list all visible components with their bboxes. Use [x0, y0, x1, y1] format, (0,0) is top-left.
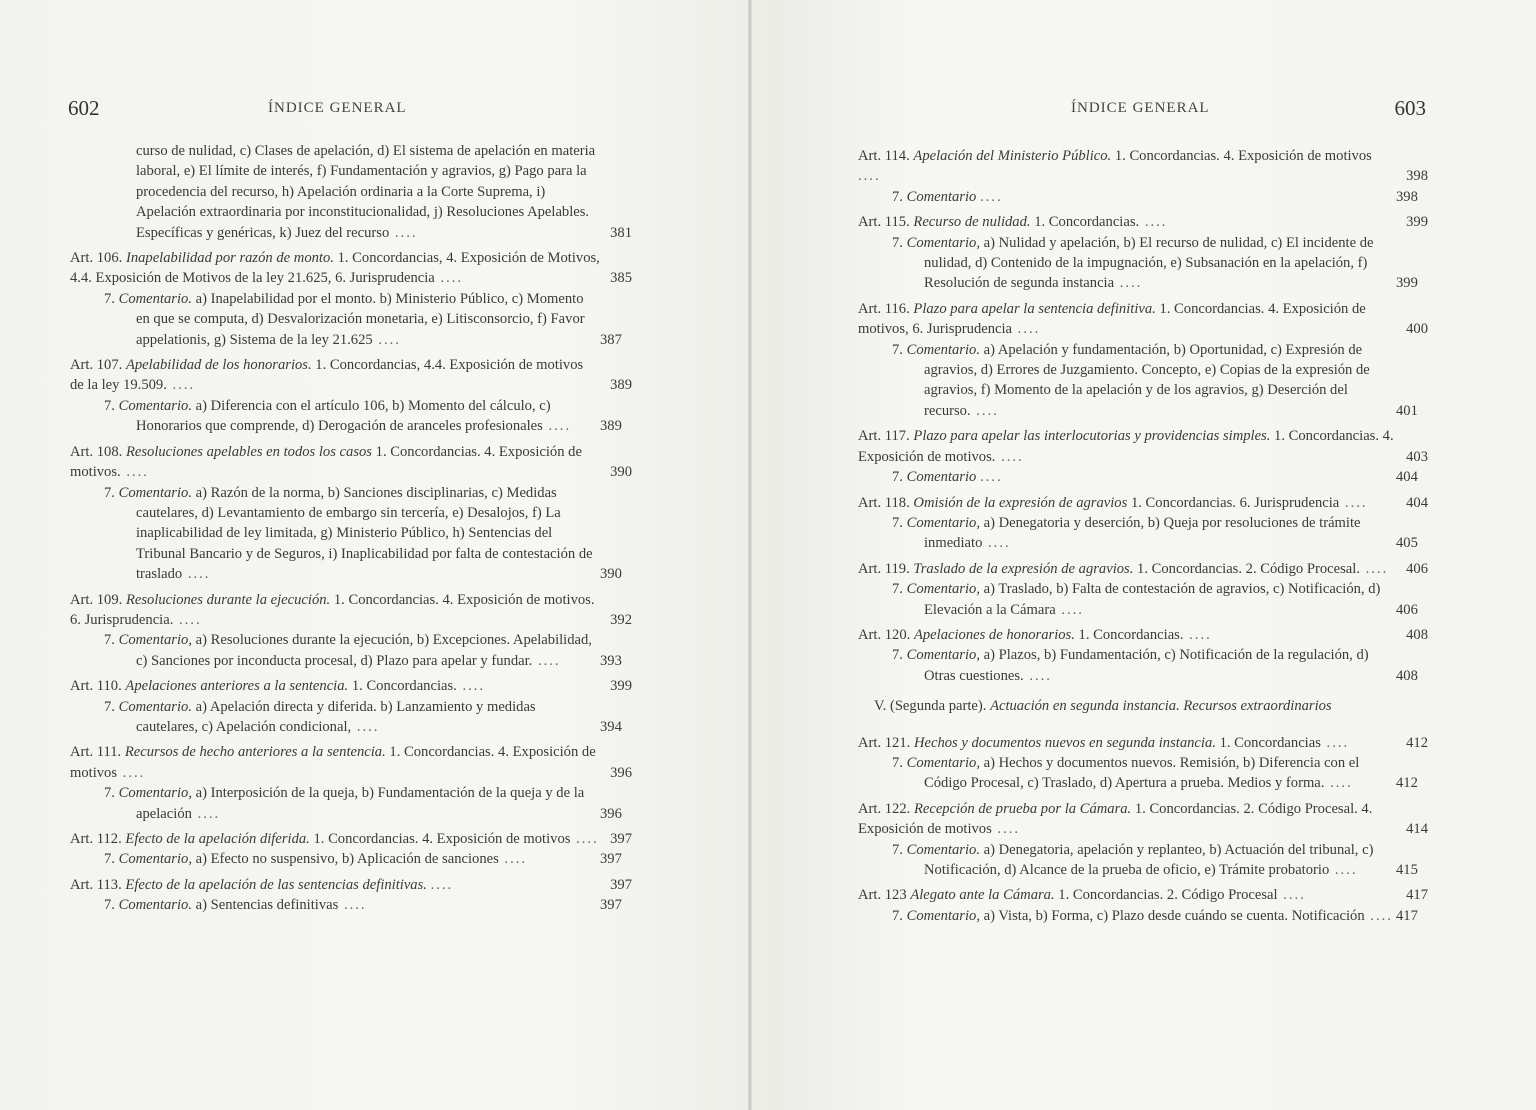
- dot-leader: ....: [1023, 667, 1052, 684]
- entry-text: 1. Concordancias. 2. Código Procesal. 4. Exposición de motivos: [858, 800, 1373, 838]
- sub-number: 7.: [892, 647, 903, 664]
- entry-text: 1. Concordancias. 4. Exposición de motivos.: [70, 443, 582, 481]
- comment-line: 7. Comentario, a) Plazos, b) Fundamentación, c) Notificación de la regulación, d) Otras cuestiones. .... 408: [892, 647, 1418, 684]
- entry-text: 1. Concordancias, 4. Exposición de Motivos, 4.4. Exposición de Motivos de la ley 21.625, 6. Jurisprudencia: [70, 250, 600, 287]
- index-entry: [858, 493, 1426, 554]
- sub-text: a) Interposición de la queja, b) Fundamentación de la queja y de la apelación: [136, 785, 585, 822]
- sub-text: a) Denegatoria y deserción, b) Queja por resoluciones de trámite inmediato: [924, 514, 1361, 552]
- comment-line: 7. Comentario .... 398: [892, 188, 1418, 205]
- section-heading: [858, 696, 1426, 716]
- dot-leader: ....: [1055, 601, 1084, 618]
- article-number: Art. 107.: [70, 357, 123, 374]
- article-title: Traslado de la expresión de agravios.: [913, 560, 1134, 577]
- sub-label: Comentario,: [906, 581, 980, 598]
- article-title: Recepción de prueba por la Cámara.: [913, 800, 1132, 817]
- comment-line: 7. Comentario. a) Razón de la norma, b) Sanciones disciplinarias, c) Medidas cautelares, d) Levantamiento de embargo sin tercería, e) Desalojos, f) La inaplicabilidad de ley limitada, g) Ministerio Público, h) Sentencias del Tribunal Bancario y de Seguros, i) Inaplicabilidad por falta de contestación de traslado .... 390: [104, 484, 622, 583]
- dot-leader: ....: [430, 876, 454, 893]
- sub-label: Comentario: [906, 188, 977, 205]
- entry-text: 1. Concordancias. 6. Jurisprudencia: [1130, 494, 1340, 511]
- sub-label: Comentario,: [118, 632, 192, 649]
- entry-line: [858, 146, 1426, 187]
- sub-label: Comentario: [906, 469, 977, 486]
- article-number: Art. 109.: [70, 591, 123, 608]
- article-title: Plazo para apelar las interlocutorias y providencias simples.: [913, 428, 1271, 445]
- article-number: Art. 114.: [858, 148, 910, 164]
- entry-line: [70, 875, 630, 895]
- page-reference: 397: [610, 876, 632, 893]
- index-entry: [70, 676, 630, 737]
- article-title: Inapelabilidad por razón de monto.: [125, 250, 334, 267]
- comment-line: 7. Comentario .... 404: [892, 469, 1418, 486]
- entry-line: [70, 676, 630, 696]
- sub-number: 7.: [104, 632, 115, 649]
- sub-label: Comentario.: [118, 897, 192, 914]
- index-column: [858, 146, 1426, 931]
- article-number: Art. 115.: [858, 214, 910, 231]
- entry-line: [70, 829, 630, 849]
- dot-leader: ....: [995, 448, 1024, 465]
- entry-line: [70, 355, 630, 396]
- sub-number: 7.: [892, 907, 903, 924]
- entry-text: 1. Concordancias.: [1034, 214, 1140, 231]
- page-reference: 396: [610, 764, 632, 781]
- entry-text: 1. Concordancias. 2. Código Procesal: [1058, 887, 1278, 904]
- dot-leader: ....: [338, 897, 367, 914]
- index-entry: [70, 141, 630, 243]
- index-entry: [858, 625, 1426, 686]
- dot-leader: ....: [120, 464, 149, 481]
- entry-text: 1. Concordancias, 4.4. Exposición de motivos de la ley 19.509.: [70, 357, 584, 394]
- right-page: [768, 0, 1536, 1110]
- dot-leader: ....: [980, 188, 1003, 205]
- comment-line: 7. Comentario. a) Sentencias definitivas .... 397: [104, 897, 622, 914]
- dot-leader: ....: [389, 224, 418, 241]
- comment-line: 7. Comentario, a) Denegatoria y deserción, b) Queja por resoluciones de trámite inmediato .... 405: [892, 514, 1418, 552]
- index-entry: [70, 742, 630, 824]
- comment-line: 7. Comentario. a) Apelación y fundamentación, b) Oportunidad, c) Expresión de agravios, d) Errores de Juzgamiento. Concepto, e) Copias de la expresión de agravios, f) Momento de la apelación y de los agravios, g) Deserción del recurso. .... 401: [892, 341, 1418, 419]
- page-reference: 397: [610, 831, 632, 847]
- index-entry: [70, 442, 630, 585]
- dot-leader: ....: [434, 270, 464, 287]
- entry-line: [136, 141, 630, 243]
- sub-text: a) Apelación directa y diferida. b) Lanzamiento y medidas cautelares, c) Apelación condicional,: [136, 698, 536, 735]
- sub-number: 7.: [892, 581, 903, 598]
- sub-number: 7.: [104, 484, 115, 501]
- dot-leader: ....: [570, 831, 599, 847]
- comment-line: 7. Comentario. a) Inapelabilidad por el monto. b) Ministerio Público, c) Momento en que se computa, d) Desvalorización monetaria, e) Litisconsorcio, f) Favor appelationis, g) Sistema de la ley 21.625 .... 387: [104, 290, 622, 348]
- sub-text: a) Inapelabilidad por el monto. b) Ministerio Público, c) Momento en que se computa, d) Desvalorización monetaria, e) Litisconsorcio, f) Favor appelationis, g) Sistema de la ley 21.625: [136, 290, 585, 348]
- sub-number: 7.: [104, 698, 115, 715]
- article-number: Art. 119.: [858, 560, 910, 577]
- comment-line: 7. Comentario, a) Resoluciones durante la ejecución, b) Excepciones. Apelabilidad, c) Sanciones por inconducta procesal, d) Plazo para apelar y fundar. .... 393: [104, 632, 622, 669]
- index-entry: [858, 426, 1426, 487]
- entry-text: 1. Concordancias. 2. Código Procesal.: [1137, 560, 1360, 577]
- article-title: Resoluciones apelables en todos los casos: [125, 443, 372, 460]
- page-reference: 390: [610, 464, 632, 481]
- page-number: 603: [1394, 96, 1426, 120]
- entry-line: [858, 733, 1426, 753]
- article-title: Apelaciones anteriores a la sentencia.: [125, 678, 349, 695]
- sub-label: Comentario,: [118, 851, 192, 868]
- dot-leader: ....: [1359, 560, 1389, 577]
- entry-text: 1. Concordancias. 4. Exposición de motivos.: [858, 428, 1394, 465]
- sub-label: Comentario.: [118, 698, 192, 715]
- entry-line: [858, 212, 1426, 232]
- entry-text: curso de nulidad, c) Clases de apelación, d) El sistema de apelación en materia laboral, e) El límite de interés, f) Fundamentación y agravios, g) Pago para la procedencia del recurso, h) Apelación ordinaria a la Corte Suprema, i) Apelación extraordinaria por inconstitucionalidad, j) Resoluciones Apelables. Específicas y genéricas, k) Juez del recurso: [136, 143, 596, 241]
- sub-label: Comentario,: [118, 785, 192, 802]
- article-number: Art. 122.: [858, 800, 911, 817]
- article-title: Apelabilidad de los honorarios.: [125, 357, 312, 374]
- sub-number: 7.: [104, 290, 115, 307]
- index-entry: [858, 733, 1426, 794]
- entry-text: 1. Concordancias. 4. Exposición de motivos, 6. Jurisprudencia: [858, 300, 1366, 338]
- article-title: Efecto de la apelación de las sentencias definitivas.: [125, 876, 427, 893]
- entry-line: [70, 590, 630, 631]
- dot-leader: ....: [1320, 734, 1350, 751]
- sub-label: Comentario,: [906, 234, 980, 251]
- sub-number: 7.: [892, 234, 903, 251]
- dot-leader: ....: [191, 805, 221, 822]
- dot-leader: ....: [1114, 275, 1143, 292]
- entry-line: [858, 625, 1426, 645]
- entry-line: [858, 493, 1426, 513]
- sub-text: a) Hechos y documentos nuevos. Remisión, b) Diferencia con el Código Procesal, c) Traslado, d) Apertura a prueba. Medios y forma.: [924, 754, 1360, 792]
- entry-text: 1. Concordancias: [1219, 734, 1321, 751]
- entry-text: 1. Concordancias. 4. Exposición de motivos. 6. Jurisprudencia.: [70, 591, 595, 628]
- sub-label: Comentario,: [906, 907, 980, 924]
- dot-leader: ....: [1012, 321, 1041, 338]
- comment-line: 7. Comentario. a) Denegatoria, apelación y replanteo, b) Actuación del tribunal, c) Notificación, d) Alcance de la prueba de oficio, e) Trámite probatorio .... 415: [892, 841, 1418, 878]
- index-entry: [858, 146, 1426, 207]
- sub-label: Comentario,: [906, 514, 980, 531]
- sub-label: Comentario,: [906, 754, 980, 771]
- index-entry: [70, 355, 630, 437]
- comment-line: 7. Comentario. a) Diferencia con el artículo 106, b) Momento del cálculo, c) Honorarios que comprende, d) Derogación de aranceles profesionales .... 389: [104, 397, 622, 435]
- dot-leader: ....: [351, 718, 380, 735]
- article-title: Alegato ante la Cámara.: [910, 887, 1055, 904]
- article-number: Art. 118.: [858, 494, 910, 511]
- article-number: Art. 108.: [70, 443, 123, 460]
- article-number: Art. 116.: [858, 300, 910, 317]
- index-entry: [858, 885, 1426, 926]
- sub-text: a) Vista, b) Forma, c) Plazo desde cuándo se cuenta. Notificación: [983, 907, 1365, 924]
- article-number: Art. 111.: [70, 744, 122, 761]
- sub-number: 7.: [104, 897, 115, 914]
- article-title: Plazo para apelar la sentencia definitiva.: [913, 300, 1156, 317]
- comment-line: 7. Comentario, a) Hechos y documentos nuevos. Remisión, b) Diferencia con el Código Procesal, c) Traslado, d) Apertura a prueba. Medios y forma. .... 412: [892, 754, 1418, 792]
- entry-line: [70, 442, 630, 483]
- page-reference: 406: [1406, 560, 1428, 577]
- sub-text: a) Razón de la norma, b) Sanciones disciplinarias, c) Medidas cautelares, d) Levantamiento de embargo sin tercería, e) Desalojos, f) La inaplicabilidad de ley limitada, g) Ministerio Público, h) Sentencias del Tribunal Bancario y de Seguros, i) Inaplicabilidad por falta de contestación de traslado: [136, 484, 593, 583]
- article-number: Art. 106.: [70, 250, 123, 267]
- page-reference: 389: [610, 377, 632, 394]
- entry-text: 1. Concordancias. 4. Exposición de motivos: [70, 744, 596, 781]
- sub-number: 7.: [892, 754, 903, 771]
- page-reference: 392: [610, 611, 632, 628]
- dot-leader: ....: [542, 418, 572, 435]
- dot-leader: ....: [166, 377, 196, 394]
- article-title: Apelaciones de honorarios.: [913, 626, 1075, 643]
- page-number: 602: [68, 96, 100, 120]
- dot-leader: ....: [858, 168, 881, 185]
- dot-leader: ....: [1339, 494, 1368, 511]
- article-title: Efecto de la apelación diferida.: [125, 831, 310, 847]
- article-title: Recursos de hecho anteriores a la sentencia.: [124, 744, 386, 761]
- entry-line: [70, 248, 630, 289]
- page-reference: 399: [610, 678, 632, 695]
- comment-line: 7. Comentario, a) Traslado, b) Falta de contestación de agravios, c) Notificación, d) Elevación a la Cámara .... 406: [892, 581, 1418, 618]
- article-number: Art. 112.: [70, 831, 122, 847]
- sub-text: a) Traslado, b) Falta de contestación de agravios, c) Notificación, d) Elevación a la Cámara: [924, 581, 1381, 618]
- dot-leader: ....: [1277, 887, 1306, 904]
- sub-number: 7.: [892, 188, 903, 205]
- article-title: Apelación del Ministerio Público.: [913, 148, 1112, 164]
- sub-number: 7.: [892, 469, 903, 486]
- article-title: Resoluciones durante la ejecución.: [125, 591, 331, 608]
- article-number: Art. 121.: [858, 734, 911, 751]
- page-reference: 404: [1406, 494, 1428, 511]
- sub-number: 7.: [892, 341, 903, 358]
- article-title: Omisión de la expresión de agravios: [913, 494, 1128, 511]
- dot-leader: ....: [173, 611, 202, 628]
- running-head: ÍNDICE GENERAL: [268, 100, 407, 116]
- article-title: Hechos y documentos nuevos en segunda instancia.: [913, 734, 1216, 751]
- sub-text: a) Nulidad y apelación, b) El recurso de nulidad, c) El incidente de nulidad, d) Contenido de la impugnación, e) Subsanación en la apelación, f) Resolución de segunda instancia: [924, 234, 1374, 292]
- gutter-shadow: [748, 0, 752, 1110]
- index-entry: [70, 829, 630, 870]
- page-reference: 403: [1406, 448, 1428, 465]
- sub-text: a) Resoluciones durante la ejecución, b) Excepciones. Apelabilidad, c) Sanciones por inconducta procesal, d) Plazo para apelar y fundar.: [136, 632, 592, 669]
- sub-label: Comentario.: [118, 290, 192, 307]
- dot-leader: ....: [456, 678, 486, 695]
- dot-leader: ....: [532, 652, 561, 669]
- sub-label: Comentario.: [906, 341, 980, 358]
- comment-line: 7. Comentario. a) Apelación directa y diferida. b) Lanzamiento y medidas cautelares, c) Apelación condicional, .... 394: [104, 698, 622, 735]
- entry-line: [858, 799, 1426, 840]
- index-column: [70, 141, 630, 921]
- comment-line: 7. Comentario, a) Nulidad y apelación, b) El recurso de nulidad, c) El incidente de nulidad, d) Contenido de la impugnación, e) Subsanación en la apelación, f) Resolución de segunda instancia .... 399: [892, 234, 1418, 292]
- sub-text: a) Denegatoria, apelación y replanteo, b) Actuación del tribunal, c) Notificación, d) Alcance de la prueba de oficio, e) Trámite probatorio: [924, 841, 1374, 878]
- index-entry: [70, 875, 630, 916]
- article-title: Recurso de nulidad.: [913, 214, 1031, 231]
- sub-label: Comentario.: [118, 484, 192, 501]
- index-entry: [70, 590, 630, 672]
- page-reference: 400: [1406, 321, 1428, 338]
- dot-leader: ....: [1324, 775, 1353, 792]
- dot-leader: ....: [982, 535, 1011, 552]
- sub-text: a) Apelación y fundamentación, b) Oportunidad, c) Expresión de agravios, d) Errores de Juzgamiento. Concepto, e) Copias de la expresión de agravios, f) Momento de la apelación y de los agravios, g) Deserción del recurso.: [924, 341, 1370, 419]
- dot-leader: ....: [182, 566, 211, 583]
- entry-line: [858, 559, 1426, 579]
- sub-text: a) Efecto no suspensivo, b) Aplicación de sanciones: [195, 851, 499, 868]
- sub-number: 7.: [104, 785, 115, 802]
- entry-line: [858, 426, 1426, 467]
- page-reference: 414: [1406, 821, 1428, 838]
- page-reference: 399: [1406, 214, 1428, 231]
- dot-leader: ....: [1364, 907, 1393, 924]
- comment-line: 7. Comentario, a) Efecto no suspensivo, b) Aplicación de sanciones .... 397: [104, 851, 622, 868]
- sub-number: 7.: [892, 514, 903, 531]
- article-number: Art. 117.: [858, 428, 910, 445]
- index-entry: [858, 299, 1426, 421]
- sub-number: 7.: [104, 397, 115, 414]
- page-reference: 381: [610, 224, 632, 241]
- dot-leader: ....: [1329, 862, 1358, 878]
- article-number: Art. 123: [858, 887, 907, 904]
- running-head: ÍNDICE GENERAL: [1071, 100, 1210, 116]
- entry-text: 1. Concordancias.: [351, 678, 457, 695]
- dot-leader: ....: [970, 402, 999, 419]
- sub-text: a) Plazos, b) Fundamentación, c) Notificación de la regulación, d) Otras cuestiones.: [924, 647, 1369, 684]
- page-reference: 385: [610, 270, 632, 287]
- entry-text: 1. Concordancias. 4. Exposición de motivos: [313, 831, 571, 847]
- sub-number: 7.: [892, 841, 903, 858]
- dot-leader: ....: [498, 851, 528, 868]
- index-entry: [858, 212, 1426, 294]
- section-title: Actuación en segunda instancia. Recursos extraordinarios: [990, 698, 1332, 715]
- sub-number: 7.: [104, 851, 115, 868]
- dot-leader: ....: [980, 469, 1003, 486]
- entry-line: [70, 742, 630, 783]
- sub-label: Comentario,: [906, 647, 980, 664]
- section-prefix: V. (Segunda parte).: [874, 698, 987, 715]
- comment-line: 7. Comentario, a) Vista, b) Forma, c) Plazo desde cuándo se cuenta. Notificación .... 417: [892, 907, 1418, 924]
- dot-leader: ....: [1183, 626, 1212, 643]
- dot-leader: ....: [117, 764, 146, 781]
- dot-leader: ....: [1139, 214, 1168, 231]
- article-number: Art. 120.: [858, 626, 911, 643]
- comment-line: 7. Comentario, a) Interposición de la queja, b) Fundamentación de la queja y de la apelación .... 396: [104, 785, 622, 822]
- entry-line: [858, 885, 1426, 905]
- sub-text: a) Diferencia con el artículo 106, b) Momento del cálculo, c) Honorarios que comprende, d) Derogación de aranceles profesionales: [136, 397, 551, 435]
- article-number: Art. 113.: [70, 876, 122, 893]
- dot-leader: ....: [372, 331, 401, 348]
- sub-label: Comentario.: [906, 841, 980, 858]
- index-entry: [858, 799, 1426, 881]
- dot-leader: ....: [991, 821, 1021, 838]
- page-reference: 412: [1406, 734, 1428, 751]
- page-reference: 398: [1406, 168, 1428, 185]
- sub-text: a) Sentencias definitivas: [195, 897, 339, 914]
- index-entry: [70, 248, 630, 350]
- entry-text: 1. Concordancias.: [1078, 626, 1184, 643]
- page-reference: 417: [1406, 887, 1428, 904]
- index-entry: [858, 559, 1426, 620]
- entry-text: 1. Concordancias. 4. Exposición de motivos: [1114, 148, 1372, 164]
- article-number: Art. 110.: [70, 678, 122, 695]
- entry-line: [858, 299, 1426, 340]
- page-reference: 408: [1406, 626, 1428, 643]
- sub-label: Comentario.: [118, 397, 192, 414]
